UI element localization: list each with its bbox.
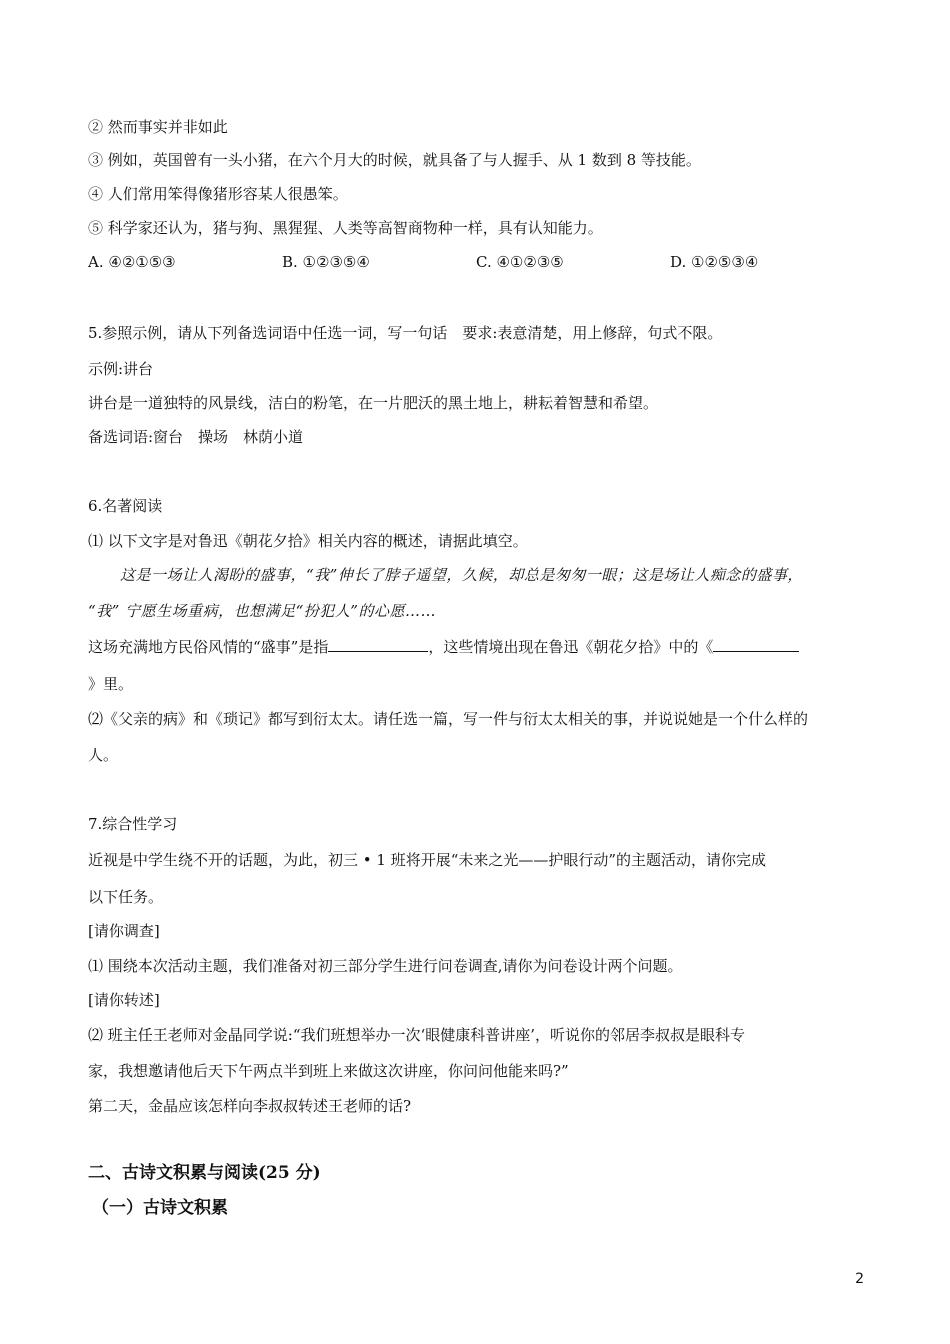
q5-example-text: 讲台是一道独特的风景线，洁白的粉笔，在一片肥沃的黑土地上，耕耘着智慧和希望。 <box>88 394 659 412</box>
section2-subheading: （一）古诗文积累 <box>92 1198 228 1218</box>
q4-option-c: C. ④①②③⑤ <box>476 253 564 271</box>
q6-fill-line <box>88 637 799 657</box>
q4-item-4: ④ 人们常用笨得像猪形容某人很愚笨。 <box>88 185 348 203</box>
q6-blank-2[interactable] <box>713 637 799 652</box>
q6-fill-b: ，这些情境出现在鲁迅《朝花夕拾》中的《 <box>428 638 714 656</box>
q4-option-a: A. ④②①⑤③ <box>88 253 176 271</box>
q4-item-3: ③ 例如，英国曾有一头小猪，在六个月大的时候，就具备了与人握手、从 1 数到 8 等技能。 <box>88 151 701 169</box>
q7-intro-line1: 近视是中学生绕不开的话题，为此，初三 • 1 班将开展“未来之光——护眼行动”的主题活动，请你完成 <box>88 851 767 869</box>
q6-blank-1[interactable] <box>328 637 428 652</box>
q6-title: 6.名著阅读 <box>88 497 163 515</box>
q4-item-2: ② 然而事实并非如此 <box>88 118 228 136</box>
q4-item-5: ⑤ 科学家还认为，猪与狗、黑猩猩、人类等高智商物种一样，具有认知能力。 <box>88 219 603 237</box>
section2-heading: 二、古诗文积累与阅读(25 分) <box>88 1163 321 1183</box>
q5-title: 5.参照示例，请从下列备选词语中任选一词，写一句话 要求:表意清楚，用上修辞，句式不限。 <box>88 324 723 342</box>
q6-sub1: ⑴ 以下文字是对鲁迅《朝花夕拾》相关内容的概述，请据此填空。 <box>88 532 528 550</box>
q7-tag-relay: [请你转述] <box>88 991 160 1009</box>
q6-sub2-line1: ⑵《父亲的病》和《琐记》都写到衍太太。请任选一篇，写一件与衍太太相关的事，并说说她是一个什么样的 <box>88 710 809 728</box>
q7-tag-survey: [请你调查] <box>88 922 160 940</box>
q4-option-b: B. ①②③⑤④ <box>282 253 370 271</box>
q7-intro-line2: 以下任务。 <box>88 888 164 906</box>
q6-fill-c: 》里。 <box>88 675 134 693</box>
q5-choices: 备选词语:窗台 操场 林荫小道 <box>88 428 304 446</box>
q7-task2-line3: 第二天，金晶应该怎样向李叔叔转述王老师的话? <box>88 1097 412 1115</box>
q7-task2-line1: ⑵ 班主任王老师对金晶同学说:“我们班想举办一次‘眼健康科普讲座’，听说你的邻居李叔叔是眼科专 <box>88 1026 746 1044</box>
q6-sub2-line2: 人。 <box>88 746 119 764</box>
q7-task2-line2: 家，我想邀请他后天下午两点半到班上来做这次讲座，你问问他能来吗?” <box>88 1062 569 1080</box>
q6-quote-line1: 这是一场让人渴盼的盛事，“我”伸长了脖子遥望，久候，却总是匆匆一眼；这是场让人痴念的盛事， <box>120 566 803 584</box>
q7-task1: ⑴ 围绕本次活动主题，我们准备对初三部分学生进行问卷调查,请你为问卷设计两个问题。 <box>88 957 683 975</box>
q5-example-label: 示例:讲台 <box>88 360 154 378</box>
page-number: 2 <box>855 1271 864 1287</box>
q7-title: 7.综合性学习 <box>88 815 178 833</box>
q6-quote-line2: “我” 宁愿生场重病，也想满足“扮犯人”的心愿…… <box>88 602 436 620</box>
q6-fill-a: 这场充满地方民俗风情的“盛事”是指 <box>88 638 329 656</box>
q4-option-d: D. ①②⑤③④ <box>670 253 759 271</box>
